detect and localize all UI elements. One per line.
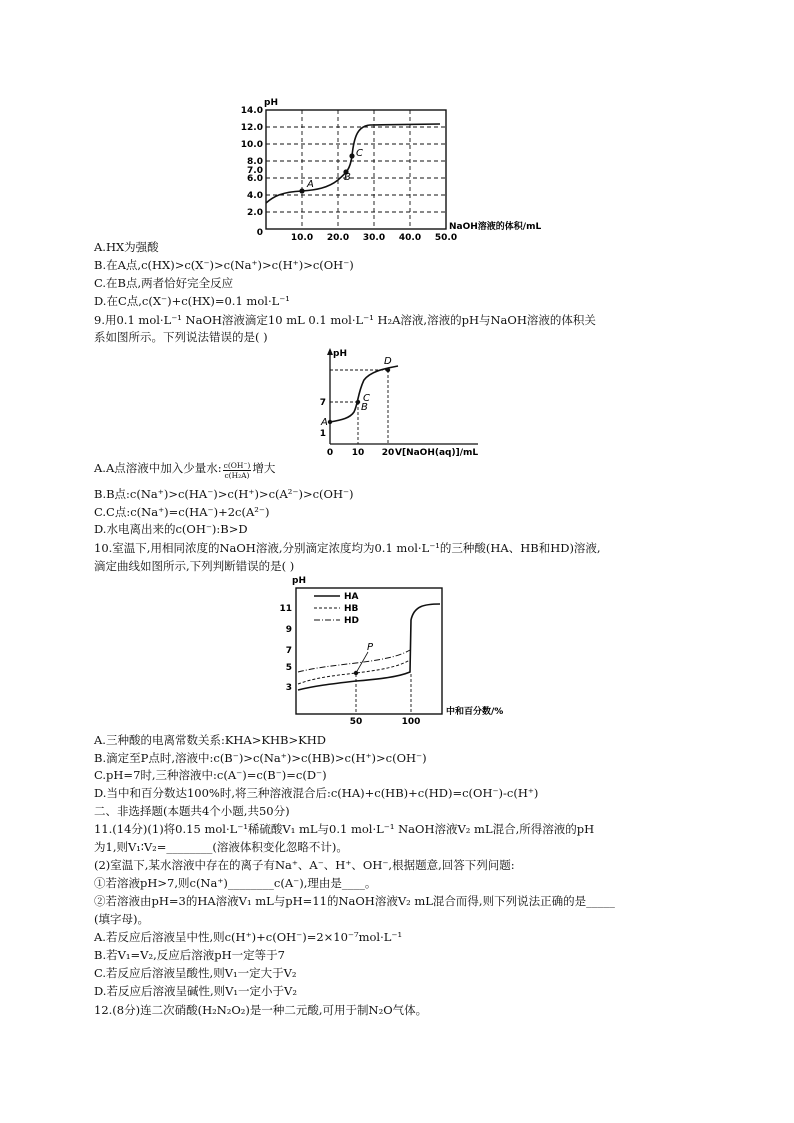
q9-point-b: B xyxy=(361,402,368,413)
q12-stem: 12.(8分)连二次硝酸(H₂N₂O₂)是一种二元酸,可用于制N₂O气体。 xyxy=(94,1003,428,1017)
q8-x-tick-label: 20.0 xyxy=(326,233,350,243)
section-2-heading: 二、非选择题(本题共4个小题,共50分) xyxy=(94,804,290,818)
q9-point-c: C xyxy=(363,393,370,404)
q11-option-d: D.若反应后溶液呈碱性,则V₁一定小于V₂ xyxy=(94,984,297,998)
q10-y-tick-label: 5 xyxy=(285,663,292,673)
q8-x-ticks xyxy=(291,233,457,243)
q10-curve-hd xyxy=(298,650,410,672)
q11-option-a: A.若反应后溶液呈中性,则c(H⁺)+c(OH⁻)=2×10⁻⁷mol·L⁻¹ xyxy=(94,930,403,944)
q11-line1: 11.(14分)(1)将0.15 mol·L⁻¹稀硫酸V₁ mL与0.1 mol·L⁻¹ NaOH溶液V₂ mL混合,所得溶液的pH xyxy=(94,822,595,836)
q9-y-tick-1: 1 xyxy=(319,429,326,439)
q8-titration-chart xyxy=(240,96,556,243)
q10-y-tick-label: 3 xyxy=(285,683,292,693)
q9-stem-line2: 系如图所示。下列说法错误的是( ) xyxy=(94,330,268,344)
q8-point-c: C xyxy=(356,148,363,159)
q8-x-tick-label: 30.0 xyxy=(362,233,386,243)
q8-x-tick-label: 50.0 xyxy=(434,233,458,243)
q8-y-tick-label: 6.0 xyxy=(247,174,263,184)
q10-option-b: B.滴定至P点时,溶液中:c(B⁻)>c(Na⁺)>c(HB)>c(H⁺)>c(OH⁻) xyxy=(94,751,427,765)
q8-x-tick-label: 10.0 xyxy=(290,233,314,243)
q8-curve xyxy=(266,124,440,203)
q10-legend-ha: HA xyxy=(344,592,359,602)
q8-option-b: B.在A点,c(HX)>c(X⁻)>c(Na⁺)>c(H⁺)>c(OH⁻) xyxy=(94,258,354,272)
q9-point-a: A xyxy=(321,417,328,428)
q9-stem-line1: 9.用0.1 mol·L⁻¹ NaOH溶液滴定10 mL 0.1 mol·L⁻¹ H₂A溶液,溶液的pH与NaOH溶液的体积关 xyxy=(94,313,596,327)
q8-option-a: A.HX为强酸 xyxy=(94,240,159,254)
q10-stem-line1: 10.室温下,用相同浓度的NaOH溶液,分别滴定浓度均为0.1 mol·L⁻¹的三种酸(HA、HB和HD)溶液, xyxy=(94,541,601,555)
q8-y-tick-label: 12.0 xyxy=(240,123,263,133)
q9-x-tick-10: 10 xyxy=(351,448,365,458)
q10-y-label: pH xyxy=(292,576,306,586)
q10-legend-hd: HD xyxy=(344,616,360,626)
q10-option-c: C.pH=7时,三种溶液中:c(A⁻)=c(B⁻)=c(D⁻) xyxy=(94,768,327,782)
q8-y-tick-label: 8.0 xyxy=(247,157,263,167)
q11-option-b: B.若V₁=V₂,反应后溶液pH一定等于7 xyxy=(94,948,285,962)
q11-line2: 为1,则V₁∶V₂=________(溶液体积变化忽略不计)。 xyxy=(94,840,348,854)
q9-titration-chart xyxy=(318,346,488,458)
q8-x-tick-label: 40.0 xyxy=(398,233,422,243)
q9-option-d: D.水电离出来的c(OH⁻):B>D xyxy=(94,522,248,536)
q11-line3: (2)室温下,某水溶液中存在的离子有Na⁺、A⁻、H⁺、OH⁻,根据题意,回答下列问题: xyxy=(94,858,515,872)
q8-y-label: pH xyxy=(264,98,278,108)
q10-y-tick-label: 7 xyxy=(285,646,292,656)
q11-line4: ①若溶液pH>7,则c(Na⁺)________c(A⁻),理由是____。 xyxy=(94,876,377,890)
q9-x-tick-20: 20 xyxy=(381,448,395,458)
q10-y-tick-label: 11 xyxy=(279,604,292,614)
q8-point-b: B xyxy=(344,172,351,183)
q11-line5: ②若溶液由pH=3的HA溶液V₁ mL与pH=11的NaOH溶液V₂ mL混合而得,则下列说法正确的是_____ xyxy=(94,894,615,908)
q10-legend xyxy=(314,592,359,626)
q8-y-tick-label: 4.0 xyxy=(247,191,263,201)
q11-line6: (填字母)。 xyxy=(94,912,149,926)
q9-x-tick-0: 0 xyxy=(326,448,334,458)
q10-legend-hb: HB xyxy=(344,604,359,614)
q8-y-ticks xyxy=(241,106,263,238)
q9-y-label: pH xyxy=(333,349,347,359)
q10-y-tick-label: 9 xyxy=(285,625,292,635)
q8-x-label: NaOH溶液的体积/mL xyxy=(449,222,542,232)
q10-x-label: 中和百分数/% xyxy=(446,707,504,717)
q10-option-a: A.三种酸的电离常数关系:KHA>KHB>KHD xyxy=(94,733,326,747)
q10-titration-chart xyxy=(270,574,530,727)
q10-option-d: D.当中和百分数达100%时,将三种溶液混合后:c(HA)+c(HB)+c(HD)=c(OH⁻)-c(H⁺) xyxy=(94,786,539,800)
q10-point-p: P xyxy=(367,642,374,653)
q8-point-a: A xyxy=(307,179,314,190)
q9-x-label: V[NaOH(aq)]/mL xyxy=(395,448,479,458)
q11-option-c: C.若反应后溶液呈酸性,则V₁一定大于V₂ xyxy=(94,966,297,980)
q8-option-d: D.在C点,c(X⁻)+c(HX)=0.1 mol·L⁻¹ xyxy=(94,294,290,308)
q9-y-tick-7: 7 xyxy=(319,398,326,408)
q9-option-c: C.C点:c(Na⁺)=c(HA⁻)+2c(A²⁻) xyxy=(94,505,270,519)
q9-option-b: B.B点:c(Na⁺)>c(HA⁻)>c(H⁺)>c(A²⁻)>c(OH⁻) xyxy=(94,487,354,501)
q9-option-a: A.A点溶液中加入少量水: $\frac{c(OH^-)}{\text{c(H₂A)}}$ 增大 xyxy=(94,461,276,480)
q8-option-c: C.在B点,两者恰好完全反应 xyxy=(94,276,234,290)
q9-point-d: D xyxy=(384,356,392,367)
q8-y-tick-label: 14.0 xyxy=(240,106,263,116)
q10-y-ticks xyxy=(279,604,292,693)
q8-y-tick-label: 2.0 xyxy=(247,208,263,218)
q10-stem-line2: 滴定曲线如图所示,下列判断错误的是( ) xyxy=(94,559,295,573)
q8-y-tick-label: 7.0 xyxy=(247,166,263,176)
q8-y-tick-label: 10.0 xyxy=(240,140,263,150)
q10-x-tick-100: 100 xyxy=(401,717,421,727)
q9-fraction: $\frac{c(OH^-)}{\text{c(H₂A)}}$ xyxy=(223,461,251,480)
q10-x-tick-50: 50 xyxy=(349,717,363,727)
q8-y-tick-label: 0 xyxy=(256,228,263,238)
